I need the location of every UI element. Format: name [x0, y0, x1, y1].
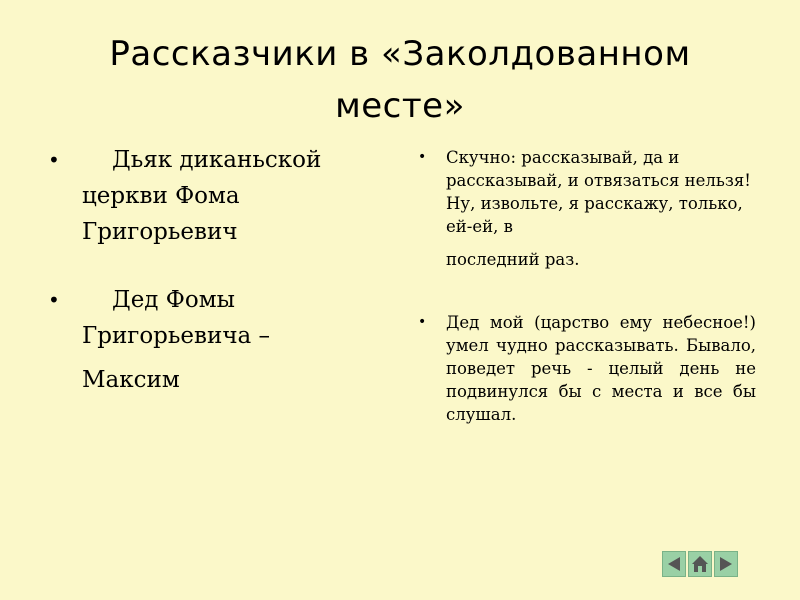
list-item — [46, 282, 396, 398]
arrow-right-icon — [718, 556, 734, 572]
slide-title — [60, 28, 740, 132]
home-icon — [691, 555, 709, 573]
title-line-2: месте» — [335, 86, 465, 126]
item-line: Григорьевич — [82, 219, 238, 245]
item-line: Максим — [82, 367, 180, 393]
list-item — [418, 311, 756, 426]
prev-slide-button[interactable] — [662, 551, 686, 577]
list-item — [418, 146, 756, 271]
narrators-list — [46, 142, 396, 398]
bullet: • — [418, 149, 427, 165]
quotes-list — [418, 146, 756, 426]
navigation-bar — [662, 551, 740, 577]
item-line: Дьяк диканьской — [112, 147, 322, 173]
item-line: Григорьевича – — [82, 323, 271, 349]
bullet: • — [48, 148, 60, 172]
quote-text: Скучно: рассказывай, да и рассказывай, и отвязаться нельзя! Ну, извольте, я расскажу, только, ей-ей, в — [446, 148, 751, 236]
bullet: • — [48, 288, 60, 312]
title-line-1: Рассказчики в «Заколдованном — [109, 34, 691, 74]
next-slide-button[interactable] — [714, 551, 738, 577]
item-line: Дед Фомы — [112, 287, 235, 313]
item-line: церкви Фома — [82, 183, 240, 209]
quote-last-line: последний раз. — [446, 250, 580, 269]
bullet: • — [418, 314, 427, 330]
quote-text: Дед мой (царство ему небесное!) умел чудно рассказывать. Бывало, поведет речь - целый день не подвинулся бы с места и все бы слушал. — [446, 313, 756, 424]
list-item — [46, 142, 396, 250]
home-button[interactable] — [688, 551, 712, 577]
arrow-left-icon — [666, 556, 682, 572]
